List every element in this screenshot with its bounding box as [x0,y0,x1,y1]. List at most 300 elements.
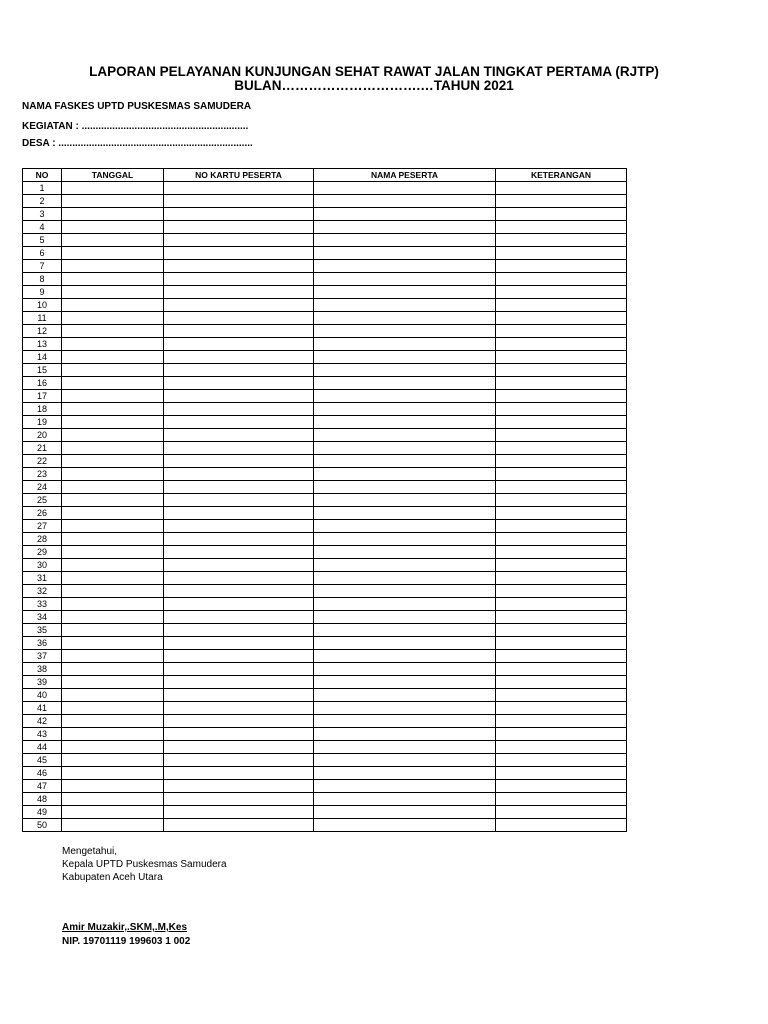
cell-no-kartu[interactable] [164,624,314,637]
table-row [23,182,627,195]
cell-tanggal[interactable] [62,559,164,572]
cell-nama[interactable] [314,819,496,832]
cell-no-kartu[interactable] [164,416,314,429]
cell-tanggal[interactable] [62,728,164,741]
row-number: 37 [23,650,62,663]
cell-tanggal[interactable] [62,806,164,819]
cell-nama[interactable] [314,663,496,676]
cell-nama[interactable] [314,494,496,507]
cell-keterangan[interactable] [496,299,627,312]
cell-no-kartu[interactable] [164,429,314,442]
cell-no-kartu[interactable] [164,650,314,663]
table-row [23,429,627,442]
cell-tanggal[interactable] [62,234,164,247]
cell-nama[interactable] [314,767,496,780]
cell-keterangan[interactable] [496,533,627,546]
cell-no-kartu[interactable] [164,299,314,312]
cell-tanggal[interactable] [62,507,164,520]
cell-nama[interactable] [314,507,496,520]
cell-tanggal[interactable] [62,494,164,507]
table-row [23,598,627,611]
cell-no-kartu[interactable] [164,676,314,689]
table-row [23,260,627,273]
row-number: 15 [23,364,62,377]
table-row [23,702,627,715]
row-number: 26 [23,507,62,520]
cell-no-kartu[interactable] [164,611,314,624]
cell-keterangan[interactable] [496,559,627,572]
cell-nama[interactable] [314,780,496,793]
cell-nama[interactable] [314,260,496,273]
table-row [23,728,627,741]
signature-acknowledged: Mengetahui, [62,846,118,857]
cell-no-kartu[interactable] [164,819,314,832]
cell-no-kartu[interactable] [164,689,314,702]
cell-no-kartu[interactable] [164,403,314,416]
cell-keterangan[interactable] [496,182,627,195]
row-number: 9 [23,286,62,299]
cell-nama[interactable] [314,806,496,819]
cell-keterangan[interactable] [496,793,627,806]
cell-keterangan[interactable] [496,741,627,754]
cell-tanggal[interactable] [62,624,164,637]
cell-keterangan[interactable] [496,611,627,624]
cell-nama[interactable] [314,650,496,663]
cell-no-kartu[interactable] [164,455,314,468]
col-header-keterangan: KETERANGAN [496,169,627,182]
cell-keterangan[interactable] [496,598,627,611]
row-number: 21 [23,442,62,455]
table-row [23,715,627,728]
cell-no-kartu[interactable] [164,195,314,208]
cell-nama[interactable] [314,689,496,702]
row-number: 46 [23,767,62,780]
cell-tanggal[interactable] [62,520,164,533]
row-number: 23 [23,468,62,481]
row-number: 16 [23,377,62,390]
table-row [23,273,627,286]
table-row [23,780,627,793]
cell-nama[interactable] [314,195,496,208]
cell-tanggal[interactable] [62,260,164,273]
cell-keterangan[interactable] [496,689,627,702]
cell-nama[interactable] [314,702,496,715]
cell-tanggal[interactable] [62,611,164,624]
cell-tanggal[interactable] [62,754,164,767]
cell-no-kartu[interactable] [164,481,314,494]
cell-tanggal[interactable] [62,286,164,299]
cell-keterangan[interactable] [496,494,627,507]
cell-keterangan[interactable] [496,676,627,689]
cell-nama[interactable] [314,247,496,260]
cell-no-kartu[interactable] [164,507,314,520]
table-row [23,208,627,221]
cell-nama[interactable] [314,338,496,351]
cell-keterangan[interactable] [496,624,627,637]
cell-nama[interactable] [314,442,496,455]
cell-no-kartu[interactable] [164,546,314,559]
cell-nama[interactable] [314,234,496,247]
cell-tanggal[interactable] [62,780,164,793]
cell-tanggal[interactable] [62,351,164,364]
cell-nama[interactable] [314,325,496,338]
cell-tanggal[interactable] [62,208,164,221]
row-number: 8 [23,273,62,286]
table-row [23,312,627,325]
table-row [23,559,627,572]
table-row [23,234,627,247]
col-header-nama: NAMA PESERTA [314,169,496,182]
cell-no-kartu[interactable] [164,637,314,650]
cell-no-kartu[interactable] [164,442,314,455]
cell-keterangan[interactable] [496,195,627,208]
cell-nama[interactable] [314,377,496,390]
row-number: 32 [23,585,62,598]
row-number: 25 [23,494,62,507]
cell-tanggal[interactable] [62,429,164,442]
table-row [23,481,627,494]
cell-tanggal[interactable] [62,676,164,689]
cell-nama[interactable] [314,273,496,286]
cell-nama[interactable] [314,455,496,468]
cell-keterangan[interactable] [496,416,627,429]
table-row [23,468,627,481]
signatory-name: Amir Muzakir,.SKM,.M,Kes [62,922,188,933]
cell-nama[interactable] [314,611,496,624]
cell-no-kartu[interactable] [164,572,314,585]
row-number: 49 [23,806,62,819]
cell-no-kartu[interactable] [164,741,314,754]
cell-no-kartu[interactable] [164,494,314,507]
table-row [23,793,627,806]
cell-tanggal[interactable] [62,325,164,338]
cell-nama[interactable] [314,520,496,533]
cell-tanggal[interactable] [62,403,164,416]
cell-nama[interactable] [314,715,496,728]
cell-keterangan[interactable] [496,572,627,585]
cell-tanggal[interactable] [62,416,164,429]
cell-no-kartu[interactable] [164,767,314,780]
cell-keterangan[interactable] [496,702,627,715]
cell-nama[interactable] [314,585,496,598]
table-row [23,650,627,663]
cell-no-kartu[interactable] [164,520,314,533]
cell-tanggal[interactable] [62,247,164,260]
cell-keterangan[interactable] [496,377,627,390]
cell-nama[interactable] [314,624,496,637]
row-number: 43 [23,728,62,741]
cell-tanggal[interactable] [62,702,164,715]
cell-keterangan[interactable] [496,754,627,767]
cell-keterangan[interactable] [496,429,627,442]
col-header-no: NO [23,169,62,182]
cell-no-kartu[interactable] [164,351,314,364]
table-row [23,819,627,832]
cell-tanggal[interactable] [62,390,164,403]
table-row [23,806,627,819]
cell-keterangan[interactable] [496,325,627,338]
row-number: 20 [23,429,62,442]
cell-keterangan[interactable] [496,234,627,247]
cell-tanggal[interactable] [62,377,164,390]
cell-keterangan[interactable] [496,364,627,377]
cell-keterangan[interactable] [496,455,627,468]
cell-tanggal[interactable] [62,689,164,702]
cell-nama[interactable] [314,741,496,754]
cell-nama[interactable] [314,676,496,689]
cell-tanggal[interactable] [62,312,164,325]
kegiatan-field: KEGIATAN : ............................................................ [22,121,249,132]
table-row [23,663,627,676]
table-row [23,455,627,468]
cell-keterangan[interactable] [496,403,627,416]
row-number: 2 [23,195,62,208]
table-row [23,364,627,377]
table-row [23,767,627,780]
row-number: 10 [23,299,62,312]
row-number: 11 [23,312,62,325]
cell-tanggal[interactable] [62,338,164,351]
cell-tanggal[interactable] [62,273,164,286]
cell-tanggal[interactable] [62,182,164,195]
cell-no-kartu[interactable] [164,715,314,728]
cell-tanggal[interactable] [62,299,164,312]
table-row [23,754,627,767]
cell-no-kartu[interactable] [164,377,314,390]
table-row [23,533,627,546]
cell-no-kartu[interactable] [164,338,314,351]
cell-tanggal[interactable] [62,572,164,585]
row-number: 14 [23,351,62,364]
table-row [23,247,627,260]
cell-no-kartu[interactable] [164,728,314,741]
cell-tanggal[interactable] [62,533,164,546]
cell-nama[interactable] [314,390,496,403]
cell-keterangan[interactable] [496,780,627,793]
cell-no-kartu[interactable] [164,663,314,676]
signature-position: Kepala UPTD Puskesmas Samudera [62,859,227,870]
cell-nama[interactable] [314,637,496,650]
col-header-tanggal: TANGGAL [62,169,164,182]
row-number: 33 [23,598,62,611]
row-number: 47 [23,780,62,793]
cell-no-kartu[interactable] [164,364,314,377]
cell-tanggal[interactable] [62,793,164,806]
cell-tanggal[interactable] [62,637,164,650]
table-row [23,299,627,312]
table-row [23,403,627,416]
row-number: 38 [23,663,62,676]
cell-no-kartu[interactable] [164,390,314,403]
table-row [23,507,627,520]
cell-keterangan[interactable] [496,390,627,403]
row-number: 35 [23,624,62,637]
cell-tanggal[interactable] [62,767,164,780]
cell-nama[interactable] [314,728,496,741]
cell-keterangan[interactable] [496,715,627,728]
table-row [23,286,627,299]
cell-keterangan[interactable] [496,312,627,325]
cell-no-kartu[interactable] [164,286,314,299]
cell-no-kartu[interactable] [164,182,314,195]
cell-nama[interactable] [314,793,496,806]
table-row [23,351,627,364]
row-number: 27 [23,520,62,533]
cell-nama[interactable] [314,754,496,767]
row-number: 22 [23,455,62,468]
signature-region: Kabupaten Aceh Utara [62,872,163,883]
cell-no-kartu[interactable] [164,208,314,221]
cell-nama[interactable] [314,182,496,195]
row-number: 7 [23,260,62,273]
cell-keterangan[interactable] [496,351,627,364]
cell-nama[interactable] [314,364,496,377]
cell-tanggal[interactable] [62,455,164,468]
cell-nama[interactable] [314,403,496,416]
cell-no-kartu[interactable] [164,273,314,286]
cell-keterangan[interactable] [496,208,627,221]
cell-tanggal[interactable] [62,819,164,832]
table-row [23,676,627,689]
cell-nama[interactable] [314,221,496,234]
cell-tanggal[interactable] [62,468,164,481]
cell-no-kartu[interactable] [164,234,314,247]
cell-no-kartu[interactable] [164,559,314,572]
cell-tanggal[interactable] [62,481,164,494]
cell-keterangan[interactable] [496,507,627,520]
row-number: 40 [23,689,62,702]
cell-keterangan[interactable] [496,468,627,481]
cell-nama[interactable] [314,208,496,221]
cell-tanggal[interactable] [62,715,164,728]
cell-keterangan[interactable] [496,767,627,780]
cell-tanggal[interactable] [62,650,164,663]
cell-tanggal[interactable] [62,195,164,208]
table-body [23,182,627,832]
cell-no-kartu[interactable] [164,754,314,767]
cell-nama[interactable] [314,429,496,442]
cell-nama[interactable] [314,481,496,494]
table-row [23,494,627,507]
cell-keterangan[interactable] [496,585,627,598]
table-row [23,637,627,650]
cell-no-kartu[interactable] [164,247,314,260]
cell-no-kartu[interactable] [164,533,314,546]
row-number: 39 [23,676,62,689]
cell-keterangan[interactable] [496,260,627,273]
row-number: 28 [23,533,62,546]
cell-keterangan[interactable] [496,663,627,676]
row-number: 30 [23,559,62,572]
cell-nama[interactable] [314,351,496,364]
cell-tanggal[interactable] [62,546,164,559]
cell-no-kartu[interactable] [164,780,314,793]
table-row [23,689,627,702]
cell-nama[interactable] [314,312,496,325]
row-number: 5 [23,234,62,247]
table-row [23,221,627,234]
table-row [23,585,627,598]
visit-table [22,168,627,832]
cell-keterangan[interactable] [496,338,627,351]
cell-nama[interactable] [314,546,496,559]
cell-keterangan[interactable] [496,728,627,741]
cell-keterangan[interactable] [496,819,627,832]
cell-keterangan[interactable] [496,806,627,819]
cell-tanggal[interactable] [62,585,164,598]
table-row [23,572,627,585]
row-number: 42 [23,715,62,728]
cell-nama[interactable] [314,468,496,481]
cell-keterangan[interactable] [496,442,627,455]
table-row [23,611,627,624]
row-number: 3 [23,208,62,221]
cell-nama[interactable] [314,598,496,611]
cell-no-kartu[interactable] [164,585,314,598]
cell-nama[interactable] [314,572,496,585]
cell-nama[interactable] [314,416,496,429]
cell-no-kartu[interactable] [164,468,314,481]
cell-keterangan[interactable] [496,637,627,650]
cell-no-kartu[interactable] [164,260,314,273]
row-number: 4 [23,221,62,234]
table-row [23,338,627,351]
desa-field: DESA : ...................................................................... [22,138,253,149]
cell-no-kartu[interactable] [164,312,314,325]
row-number: 18 [23,403,62,416]
cell-nama[interactable] [314,559,496,572]
cell-nama[interactable] [314,299,496,312]
cell-keterangan[interactable] [496,546,627,559]
cell-no-kartu[interactable] [164,806,314,819]
cell-tanggal[interactable] [62,221,164,234]
cell-keterangan[interactable] [496,221,627,234]
table-row [23,546,627,559]
row-number: 12 [23,325,62,338]
table-row [23,442,627,455]
report-title-line1: LAPORAN PELAYANAN KUNJUNGAN SEHAT RAWAT JALAN TINGKAT PERTAMA (RJTP) [89,64,659,79]
cell-tanggal[interactable] [62,741,164,754]
cell-keterangan[interactable] [496,247,627,260]
cell-keterangan[interactable] [496,650,627,663]
cell-no-kartu[interactable] [164,793,314,806]
cell-no-kartu[interactable] [164,325,314,338]
table-row [23,325,627,338]
cell-keterangan[interactable] [496,273,627,286]
cell-tanggal[interactable] [62,663,164,676]
cell-keterangan[interactable] [496,520,627,533]
row-number: 41 [23,702,62,715]
cell-tanggal[interactable] [62,598,164,611]
table-row [23,390,627,403]
row-number: 17 [23,390,62,403]
row-number: 19 [23,416,62,429]
cell-no-kartu[interactable] [164,598,314,611]
cell-keterangan[interactable] [496,481,627,494]
cell-nama[interactable] [314,533,496,546]
cell-no-kartu[interactable] [164,221,314,234]
table-row [23,195,627,208]
table-row [23,416,627,429]
cell-tanggal[interactable] [62,442,164,455]
cell-tanggal[interactable] [62,364,164,377]
row-number: 36 [23,637,62,650]
cell-nama[interactable] [314,286,496,299]
table-header-row [23,169,627,182]
cell-keterangan[interactable] [496,286,627,299]
cell-no-kartu[interactable] [164,702,314,715]
row-number: 45 [23,754,62,767]
